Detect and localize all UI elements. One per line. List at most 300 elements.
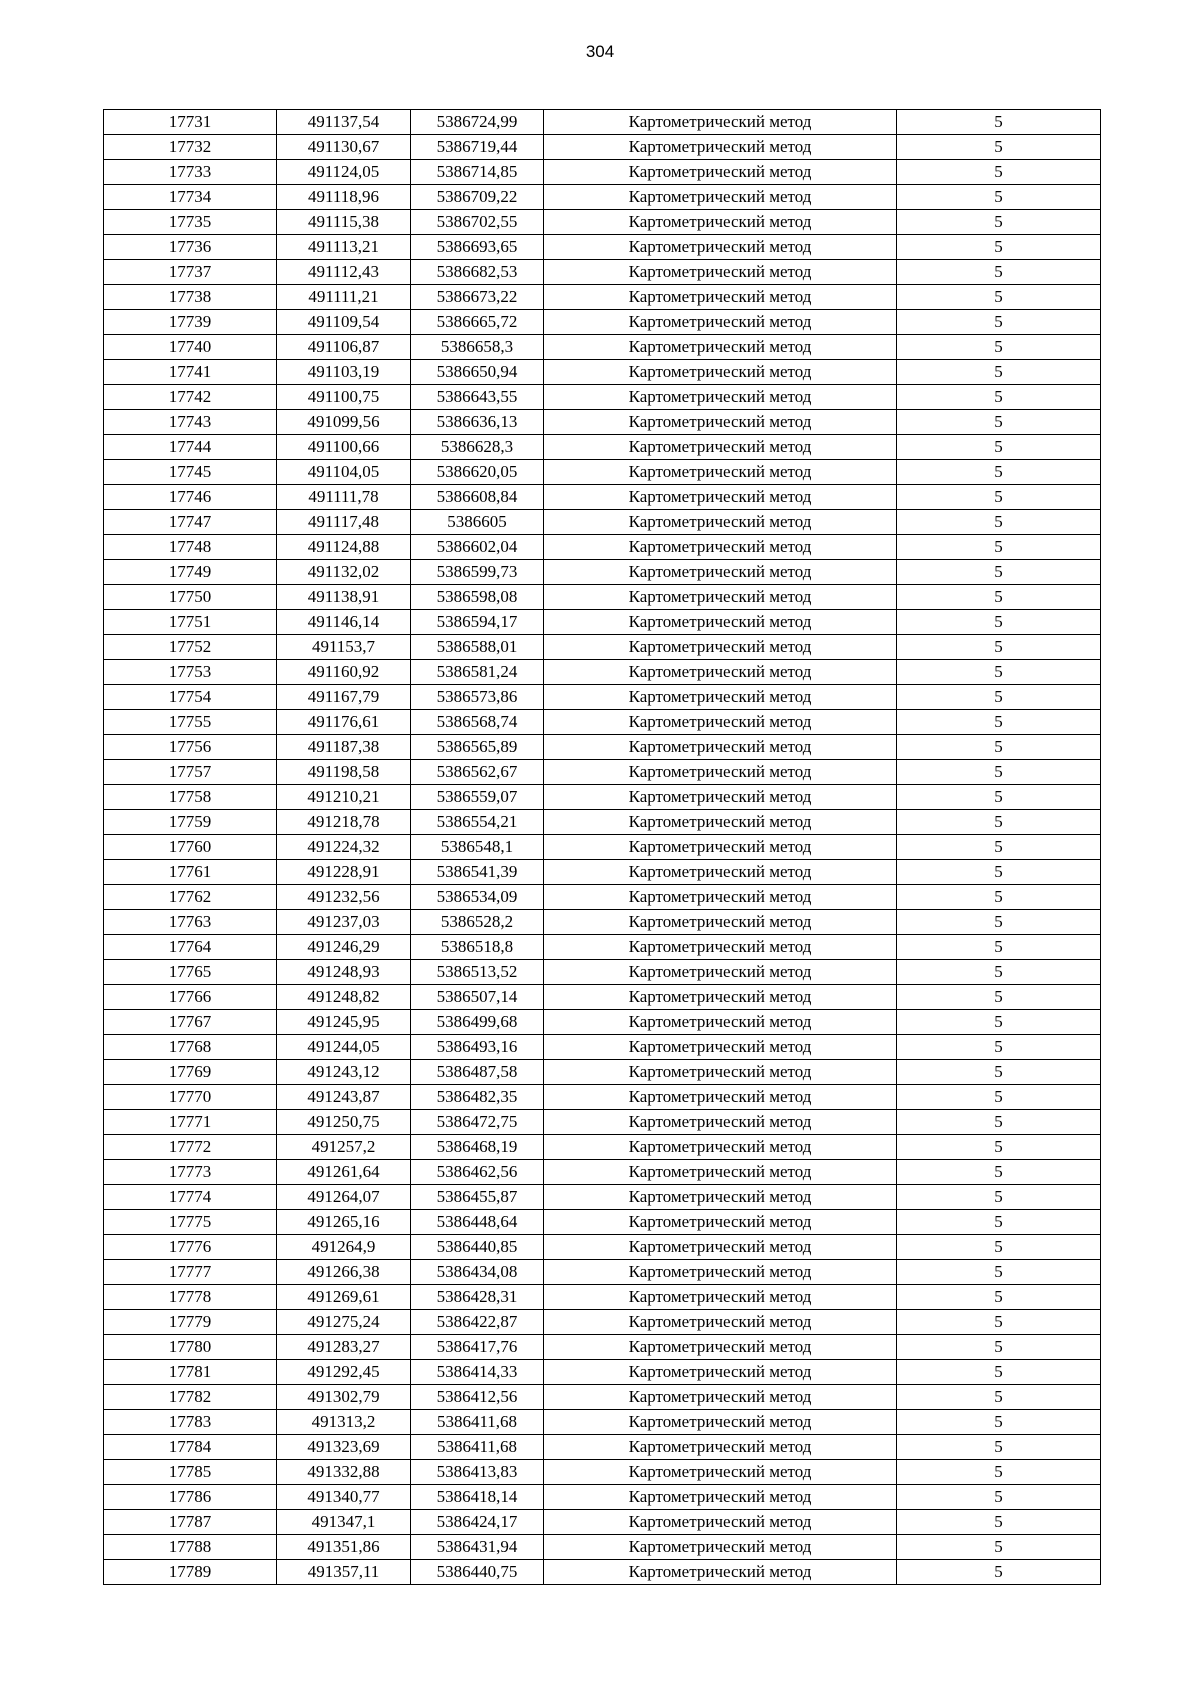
table-row [104, 1485, 1101, 1510]
x-coordinate-cell: 491118,96 [277, 185, 411, 210]
point-number-cell: 17744 [104, 435, 277, 460]
accuracy-cell: 5 [897, 1185, 1101, 1210]
point-number-cell: 17755 [104, 710, 277, 735]
x-coordinate-cell: 491153,7 [277, 635, 411, 660]
method-cell: Картометрический метод [544, 235, 897, 260]
table-row [104, 660, 1101, 685]
table-row [104, 810, 1101, 835]
y-coordinate-cell: 5386431,94 [411, 1535, 544, 1560]
y-coordinate-cell: 5386448,64 [411, 1210, 544, 1235]
y-coordinate-cell: 5386650,94 [411, 360, 544, 385]
y-coordinate-cell: 5386487,58 [411, 1060, 544, 1085]
table-row [104, 1085, 1101, 1110]
point-number-cell: 17789 [104, 1560, 277, 1585]
accuracy-cell: 5 [897, 235, 1101, 260]
x-coordinate-cell: 491099,56 [277, 410, 411, 435]
accuracy-cell: 5 [897, 585, 1101, 610]
accuracy-cell: 5 [897, 485, 1101, 510]
x-coordinate-cell: 491351,86 [277, 1535, 411, 1560]
table-row [104, 1135, 1101, 1160]
accuracy-cell: 5 [897, 1135, 1101, 1160]
point-number-cell: 17779 [104, 1310, 277, 1335]
point-number-cell: 17771 [104, 1110, 277, 1135]
point-number-cell: 17785 [104, 1460, 277, 1485]
method-cell: Картометрический метод [544, 1235, 897, 1260]
accuracy-cell: 5 [897, 185, 1101, 210]
x-coordinate-cell: 491269,61 [277, 1285, 411, 1310]
accuracy-cell: 5 [897, 660, 1101, 685]
point-number-cell: 17767 [104, 1010, 277, 1035]
y-coordinate-cell: 5386428,31 [411, 1285, 544, 1310]
accuracy-cell: 5 [897, 110, 1101, 135]
accuracy-cell: 5 [897, 1385, 1101, 1410]
method-cell: Картометрический метод [544, 610, 897, 635]
point-number-cell: 17764 [104, 935, 277, 960]
accuracy-cell: 5 [897, 135, 1101, 160]
method-cell: Картометрический метод [544, 910, 897, 935]
table-row [104, 710, 1101, 735]
accuracy-cell: 5 [897, 935, 1101, 960]
table-row [104, 260, 1101, 285]
table-row [104, 635, 1101, 660]
table-row [104, 1185, 1101, 1210]
method-cell: Картометрический метод [544, 510, 897, 535]
method-cell: Картометрический метод [544, 1160, 897, 1185]
y-coordinate-cell: 5386554,21 [411, 810, 544, 835]
point-number-cell: 17782 [104, 1385, 277, 1410]
y-coordinate-cell: 5386422,87 [411, 1310, 544, 1335]
method-cell: Картометрический метод [544, 1435, 897, 1460]
point-number-cell: 17759 [104, 810, 277, 835]
method-cell: Картометрический метод [544, 835, 897, 860]
point-number-cell: 17735 [104, 210, 277, 235]
point-number-cell: 17781 [104, 1360, 277, 1385]
accuracy-cell: 5 [897, 560, 1101, 585]
accuracy-cell: 5 [897, 1435, 1101, 1460]
table-row [104, 1035, 1101, 1060]
point-number-cell: 17739 [104, 310, 277, 335]
method-cell: Картометрический метод [544, 1285, 897, 1310]
table-row [104, 860, 1101, 885]
x-coordinate-cell: 491124,05 [277, 160, 411, 185]
x-coordinate-cell: 491228,91 [277, 860, 411, 885]
method-cell: Картометрический метод [544, 435, 897, 460]
y-coordinate-cell: 5386568,74 [411, 710, 544, 735]
point-number-cell: 17773 [104, 1160, 277, 1185]
y-coordinate-cell: 5386482,35 [411, 1085, 544, 1110]
x-coordinate-cell: 491132,02 [277, 560, 411, 585]
method-cell: Картометрический метод [544, 1535, 897, 1560]
accuracy-cell: 5 [897, 985, 1101, 1010]
table-row [104, 1160, 1101, 1185]
point-number-cell: 17788 [104, 1535, 277, 1560]
table-row [104, 210, 1101, 235]
x-coordinate-cell: 491347,1 [277, 1510, 411, 1535]
method-cell: Картометрический метод [544, 1335, 897, 1360]
x-coordinate-cell: 491124,88 [277, 535, 411, 560]
y-coordinate-cell: 5386682,53 [411, 260, 544, 285]
y-coordinate-cell: 5386724,99 [411, 110, 544, 135]
method-cell: Картометрический метод [544, 710, 897, 735]
accuracy-cell: 5 [897, 1085, 1101, 1110]
table-row [104, 735, 1101, 760]
y-coordinate-cell: 5386573,86 [411, 685, 544, 710]
table-row [104, 435, 1101, 460]
table-row [104, 460, 1101, 485]
accuracy-cell: 5 [897, 1360, 1101, 1385]
accuracy-cell: 5 [897, 810, 1101, 835]
table-row [104, 1535, 1101, 1560]
method-cell: Картометрический метод [544, 1360, 897, 1385]
accuracy-cell: 5 [897, 610, 1101, 635]
y-coordinate-cell: 5386493,16 [411, 1035, 544, 1060]
x-coordinate-cell: 491292,45 [277, 1360, 411, 1385]
table-row [104, 185, 1101, 210]
y-coordinate-cell: 5386562,67 [411, 760, 544, 785]
y-coordinate-cell: 5386472,75 [411, 1110, 544, 1135]
point-number-cell: 17754 [104, 685, 277, 710]
coordinates-table-body [104, 110, 1101, 1585]
y-coordinate-cell: 5386565,89 [411, 735, 544, 760]
y-coordinate-cell: 5386702,55 [411, 210, 544, 235]
accuracy-cell: 5 [897, 1410, 1101, 1435]
point-number-cell: 17762 [104, 885, 277, 910]
x-coordinate-cell: 491302,79 [277, 1385, 411, 1410]
page-number: 304 [585, 42, 615, 61]
accuracy-cell: 5 [897, 1285, 1101, 1310]
point-number-cell: 17778 [104, 1285, 277, 1310]
method-cell: Картометрический метод [544, 1410, 897, 1435]
x-coordinate-cell: 491198,58 [277, 760, 411, 785]
point-number-cell: 17777 [104, 1260, 277, 1285]
y-coordinate-cell: 5386411,68 [411, 1410, 544, 1435]
y-coordinate-cell: 5386581,24 [411, 660, 544, 685]
accuracy-cell: 5 [897, 260, 1101, 285]
y-coordinate-cell: 5386594,17 [411, 610, 544, 635]
x-coordinate-cell: 491340,77 [277, 1485, 411, 1510]
y-coordinate-cell: 5386499,68 [411, 1010, 544, 1035]
y-coordinate-cell: 5386412,56 [411, 1385, 544, 1410]
method-cell: Картометрический метод [544, 660, 897, 685]
table-row [104, 835, 1101, 860]
method-cell: Картометрический метод [544, 1460, 897, 1485]
method-cell: Картометрический метод [544, 1060, 897, 1085]
point-number-cell: 17736 [104, 235, 277, 260]
table-row [104, 1010, 1101, 1035]
table-row [104, 535, 1101, 560]
method-cell: Картометрический метод [544, 210, 897, 235]
x-coordinate-cell: 491112,43 [277, 260, 411, 285]
accuracy-cell: 5 [897, 335, 1101, 360]
x-coordinate-cell: 491111,78 [277, 485, 411, 510]
y-coordinate-cell: 5386599,73 [411, 560, 544, 585]
x-coordinate-cell: 491248,82 [277, 985, 411, 1010]
x-coordinate-cell: 491130,67 [277, 135, 411, 160]
point-number-cell: 17752 [104, 635, 277, 660]
method-cell: Картометрический метод [544, 410, 897, 435]
method-cell: Картометрический метод [544, 460, 897, 485]
method-cell: Картометрический метод [544, 635, 897, 660]
point-number-cell: 17747 [104, 510, 277, 535]
method-cell: Картометрический метод [544, 110, 897, 135]
accuracy-cell: 5 [897, 1485, 1101, 1510]
method-cell: Картометрический метод [544, 785, 897, 810]
x-coordinate-cell: 491237,03 [277, 910, 411, 935]
table-row [104, 410, 1101, 435]
y-coordinate-cell: 5386414,33 [411, 1360, 544, 1385]
point-number-cell: 17749 [104, 560, 277, 585]
y-coordinate-cell: 5386541,39 [411, 860, 544, 885]
method-cell: Картометрический метод [544, 1035, 897, 1060]
x-coordinate-cell: 491244,05 [277, 1035, 411, 1060]
y-coordinate-cell: 5386658,3 [411, 335, 544, 360]
point-number-cell: 17783 [104, 1410, 277, 1435]
method-cell: Картометрический метод [544, 1210, 897, 1235]
method-cell: Картометрический метод [544, 1260, 897, 1285]
x-coordinate-cell: 491323,69 [277, 1435, 411, 1460]
method-cell: Картометрический метод [544, 810, 897, 835]
table-row [104, 610, 1101, 635]
table-row [104, 685, 1101, 710]
x-coordinate-cell: 491257,2 [277, 1135, 411, 1160]
method-cell: Картометрический метод [544, 310, 897, 335]
accuracy-cell: 5 [897, 860, 1101, 885]
y-coordinate-cell: 5386636,13 [411, 410, 544, 435]
method-cell: Картометрический метод [544, 485, 897, 510]
table-row [104, 1310, 1101, 1335]
accuracy-cell: 5 [897, 410, 1101, 435]
accuracy-cell: 5 [897, 460, 1101, 485]
y-coordinate-cell: 5386620,05 [411, 460, 544, 485]
method-cell: Картометрический метод [544, 885, 897, 910]
method-cell: Картометрический метод [544, 860, 897, 885]
table-row [104, 1335, 1101, 1360]
point-number-cell: 17787 [104, 1510, 277, 1535]
method-cell: Картометрический метод [544, 285, 897, 310]
point-number-cell: 17758 [104, 785, 277, 810]
table-row [104, 235, 1101, 260]
method-cell: Картометрический метод [544, 1135, 897, 1160]
point-number-cell: 17732 [104, 135, 277, 160]
point-number-cell: 17733 [104, 160, 277, 185]
point-number-cell: 17731 [104, 110, 277, 135]
table-row [104, 110, 1101, 135]
point-number-cell: 17734 [104, 185, 277, 210]
x-coordinate-cell: 491243,12 [277, 1060, 411, 1085]
y-coordinate-cell: 5386608,84 [411, 485, 544, 510]
method-cell: Картометрический метод [544, 260, 897, 285]
accuracy-cell: 5 [897, 710, 1101, 735]
x-coordinate-cell: 491146,14 [277, 610, 411, 635]
point-number-cell: 17761 [104, 860, 277, 885]
y-coordinate-cell: 5386440,85 [411, 1235, 544, 1260]
x-coordinate-cell: 491232,56 [277, 885, 411, 910]
x-coordinate-cell: 491243,87 [277, 1085, 411, 1110]
accuracy-cell: 5 [897, 160, 1101, 185]
x-coordinate-cell: 491264,07 [277, 1185, 411, 1210]
point-number-cell: 17760 [104, 835, 277, 860]
table-row [104, 560, 1101, 585]
method-cell: Картометрический метод [544, 1510, 897, 1535]
y-coordinate-cell: 5386534,09 [411, 885, 544, 910]
x-coordinate-cell: 491106,87 [277, 335, 411, 360]
accuracy-cell: 5 [897, 1235, 1101, 1260]
table-row [104, 1110, 1101, 1135]
x-coordinate-cell: 491266,38 [277, 1260, 411, 1285]
table-row [104, 760, 1101, 785]
y-coordinate-cell: 5386424,17 [411, 1510, 544, 1535]
accuracy-cell: 5 [897, 1035, 1101, 1060]
accuracy-cell: 5 [897, 885, 1101, 910]
point-number-cell: 17746 [104, 485, 277, 510]
x-coordinate-cell: 491176,61 [277, 710, 411, 735]
table-row [104, 335, 1101, 360]
y-coordinate-cell: 5386693,65 [411, 235, 544, 260]
table-row [104, 510, 1101, 535]
method-cell: Картометрический метод [544, 1085, 897, 1110]
point-number-cell: 17745 [104, 460, 277, 485]
method-cell: Картометрический метод [544, 185, 897, 210]
x-coordinate-cell: 491210,21 [277, 785, 411, 810]
y-coordinate-cell: 5386559,07 [411, 785, 544, 810]
y-coordinate-cell: 5386605 [411, 510, 544, 535]
x-coordinate-cell: 491218,78 [277, 810, 411, 835]
x-coordinate-cell: 491261,64 [277, 1160, 411, 1185]
x-coordinate-cell: 491246,29 [277, 935, 411, 960]
x-coordinate-cell: 491265,16 [277, 1210, 411, 1235]
accuracy-cell: 5 [897, 960, 1101, 985]
method-cell: Картометрический метод [544, 135, 897, 160]
accuracy-cell: 5 [897, 285, 1101, 310]
method-cell: Картометрический метод [544, 1185, 897, 1210]
accuracy-cell: 5 [897, 1110, 1101, 1135]
table-row [104, 1260, 1101, 1285]
table-row [104, 1410, 1101, 1435]
point-number-cell: 17776 [104, 1235, 277, 1260]
accuracy-cell: 5 [897, 1310, 1101, 1335]
y-coordinate-cell: 5386413,83 [411, 1460, 544, 1485]
method-cell: Картометрический метод [544, 585, 897, 610]
point-number-cell: 17784 [104, 1435, 277, 1460]
x-coordinate-cell: 491250,75 [277, 1110, 411, 1135]
accuracy-cell: 5 [897, 1560, 1101, 1585]
point-number-cell: 17738 [104, 285, 277, 310]
method-cell: Картометрический метод [544, 735, 897, 760]
y-coordinate-cell: 5386665,72 [411, 310, 544, 335]
y-coordinate-cell: 5386418,14 [411, 1485, 544, 1510]
table-row [104, 310, 1101, 335]
table-row [104, 1060, 1101, 1085]
x-coordinate-cell: 491103,19 [277, 360, 411, 385]
x-coordinate-cell: 491275,24 [277, 1310, 411, 1335]
accuracy-cell: 5 [897, 835, 1101, 860]
method-cell: Картометрический метод [544, 960, 897, 985]
x-coordinate-cell: 491187,38 [277, 735, 411, 760]
accuracy-cell: 5 [897, 1460, 1101, 1485]
point-number-cell: 17737 [104, 260, 277, 285]
y-coordinate-cell: 5386548,1 [411, 835, 544, 860]
point-number-cell: 17780 [104, 1335, 277, 1360]
accuracy-cell: 5 [897, 1010, 1101, 1035]
method-cell: Картометрический метод [544, 360, 897, 385]
y-coordinate-cell: 5386513,52 [411, 960, 544, 985]
point-number-cell: 17743 [104, 410, 277, 435]
point-number-cell: 17750 [104, 585, 277, 610]
accuracy-cell: 5 [897, 785, 1101, 810]
accuracy-cell: 5 [897, 910, 1101, 935]
method-cell: Картометрический метод [544, 1110, 897, 1135]
method-cell: Картометрический метод [544, 160, 897, 185]
point-number-cell: 17786 [104, 1485, 277, 1510]
table-row [104, 1285, 1101, 1310]
method-cell: Картометрический метод [544, 1485, 897, 1510]
table-row [104, 160, 1101, 185]
y-coordinate-cell: 5386628,3 [411, 435, 544, 460]
x-coordinate-cell: 491160,92 [277, 660, 411, 685]
point-number-cell: 17768 [104, 1035, 277, 1060]
accuracy-cell: 5 [897, 1335, 1101, 1360]
table-row [104, 1210, 1101, 1235]
accuracy-cell: 5 [897, 535, 1101, 560]
method-cell: Картометрический метод [544, 985, 897, 1010]
accuracy-cell: 5 [897, 1210, 1101, 1235]
x-coordinate-cell: 491224,32 [277, 835, 411, 860]
method-cell: Картометрический метод [544, 1560, 897, 1585]
y-coordinate-cell: 5386455,87 [411, 1185, 544, 1210]
table-row [104, 585, 1101, 610]
y-coordinate-cell: 5386518,8 [411, 935, 544, 960]
table-row [104, 485, 1101, 510]
y-coordinate-cell: 5386411,68 [411, 1435, 544, 1460]
x-coordinate-cell: 491113,21 [277, 235, 411, 260]
x-coordinate-cell: 491283,27 [277, 1335, 411, 1360]
point-number-cell: 17748 [104, 535, 277, 560]
table-row [104, 935, 1101, 960]
accuracy-cell: 5 [897, 310, 1101, 335]
accuracy-cell: 5 [897, 1535, 1101, 1560]
y-coordinate-cell: 5386709,22 [411, 185, 544, 210]
point-number-cell: 17757 [104, 760, 277, 785]
x-coordinate-cell: 491137,54 [277, 110, 411, 135]
point-number-cell: 17740 [104, 335, 277, 360]
x-coordinate-cell: 491109,54 [277, 310, 411, 335]
point-number-cell: 17742 [104, 385, 277, 410]
table-row [104, 1460, 1101, 1485]
y-coordinate-cell: 5386462,56 [411, 1160, 544, 1185]
method-cell: Картометрический метод [544, 335, 897, 360]
x-coordinate-cell: 491100,66 [277, 435, 411, 460]
x-coordinate-cell: 491100,75 [277, 385, 411, 410]
method-cell: Картометрический метод [544, 685, 897, 710]
coordinates-table [103, 109, 1101, 1585]
y-coordinate-cell: 5386598,08 [411, 585, 544, 610]
y-coordinate-cell: 5386528,2 [411, 910, 544, 935]
x-coordinate-cell: 491111,21 [277, 285, 411, 310]
method-cell: Картометрический метод [544, 385, 897, 410]
table-row [104, 1235, 1101, 1260]
method-cell: Картометрический метод [544, 760, 897, 785]
y-coordinate-cell: 5386643,55 [411, 385, 544, 410]
table-row [104, 910, 1101, 935]
table-row [104, 285, 1101, 310]
accuracy-cell: 5 [897, 1160, 1101, 1185]
table-row [104, 1360, 1101, 1385]
y-coordinate-cell: 5386714,85 [411, 160, 544, 185]
method-cell: Картометрический метод [544, 1385, 897, 1410]
point-number-cell: 17774 [104, 1185, 277, 1210]
table-row [104, 1385, 1101, 1410]
y-coordinate-cell: 5386434,08 [411, 1260, 544, 1285]
